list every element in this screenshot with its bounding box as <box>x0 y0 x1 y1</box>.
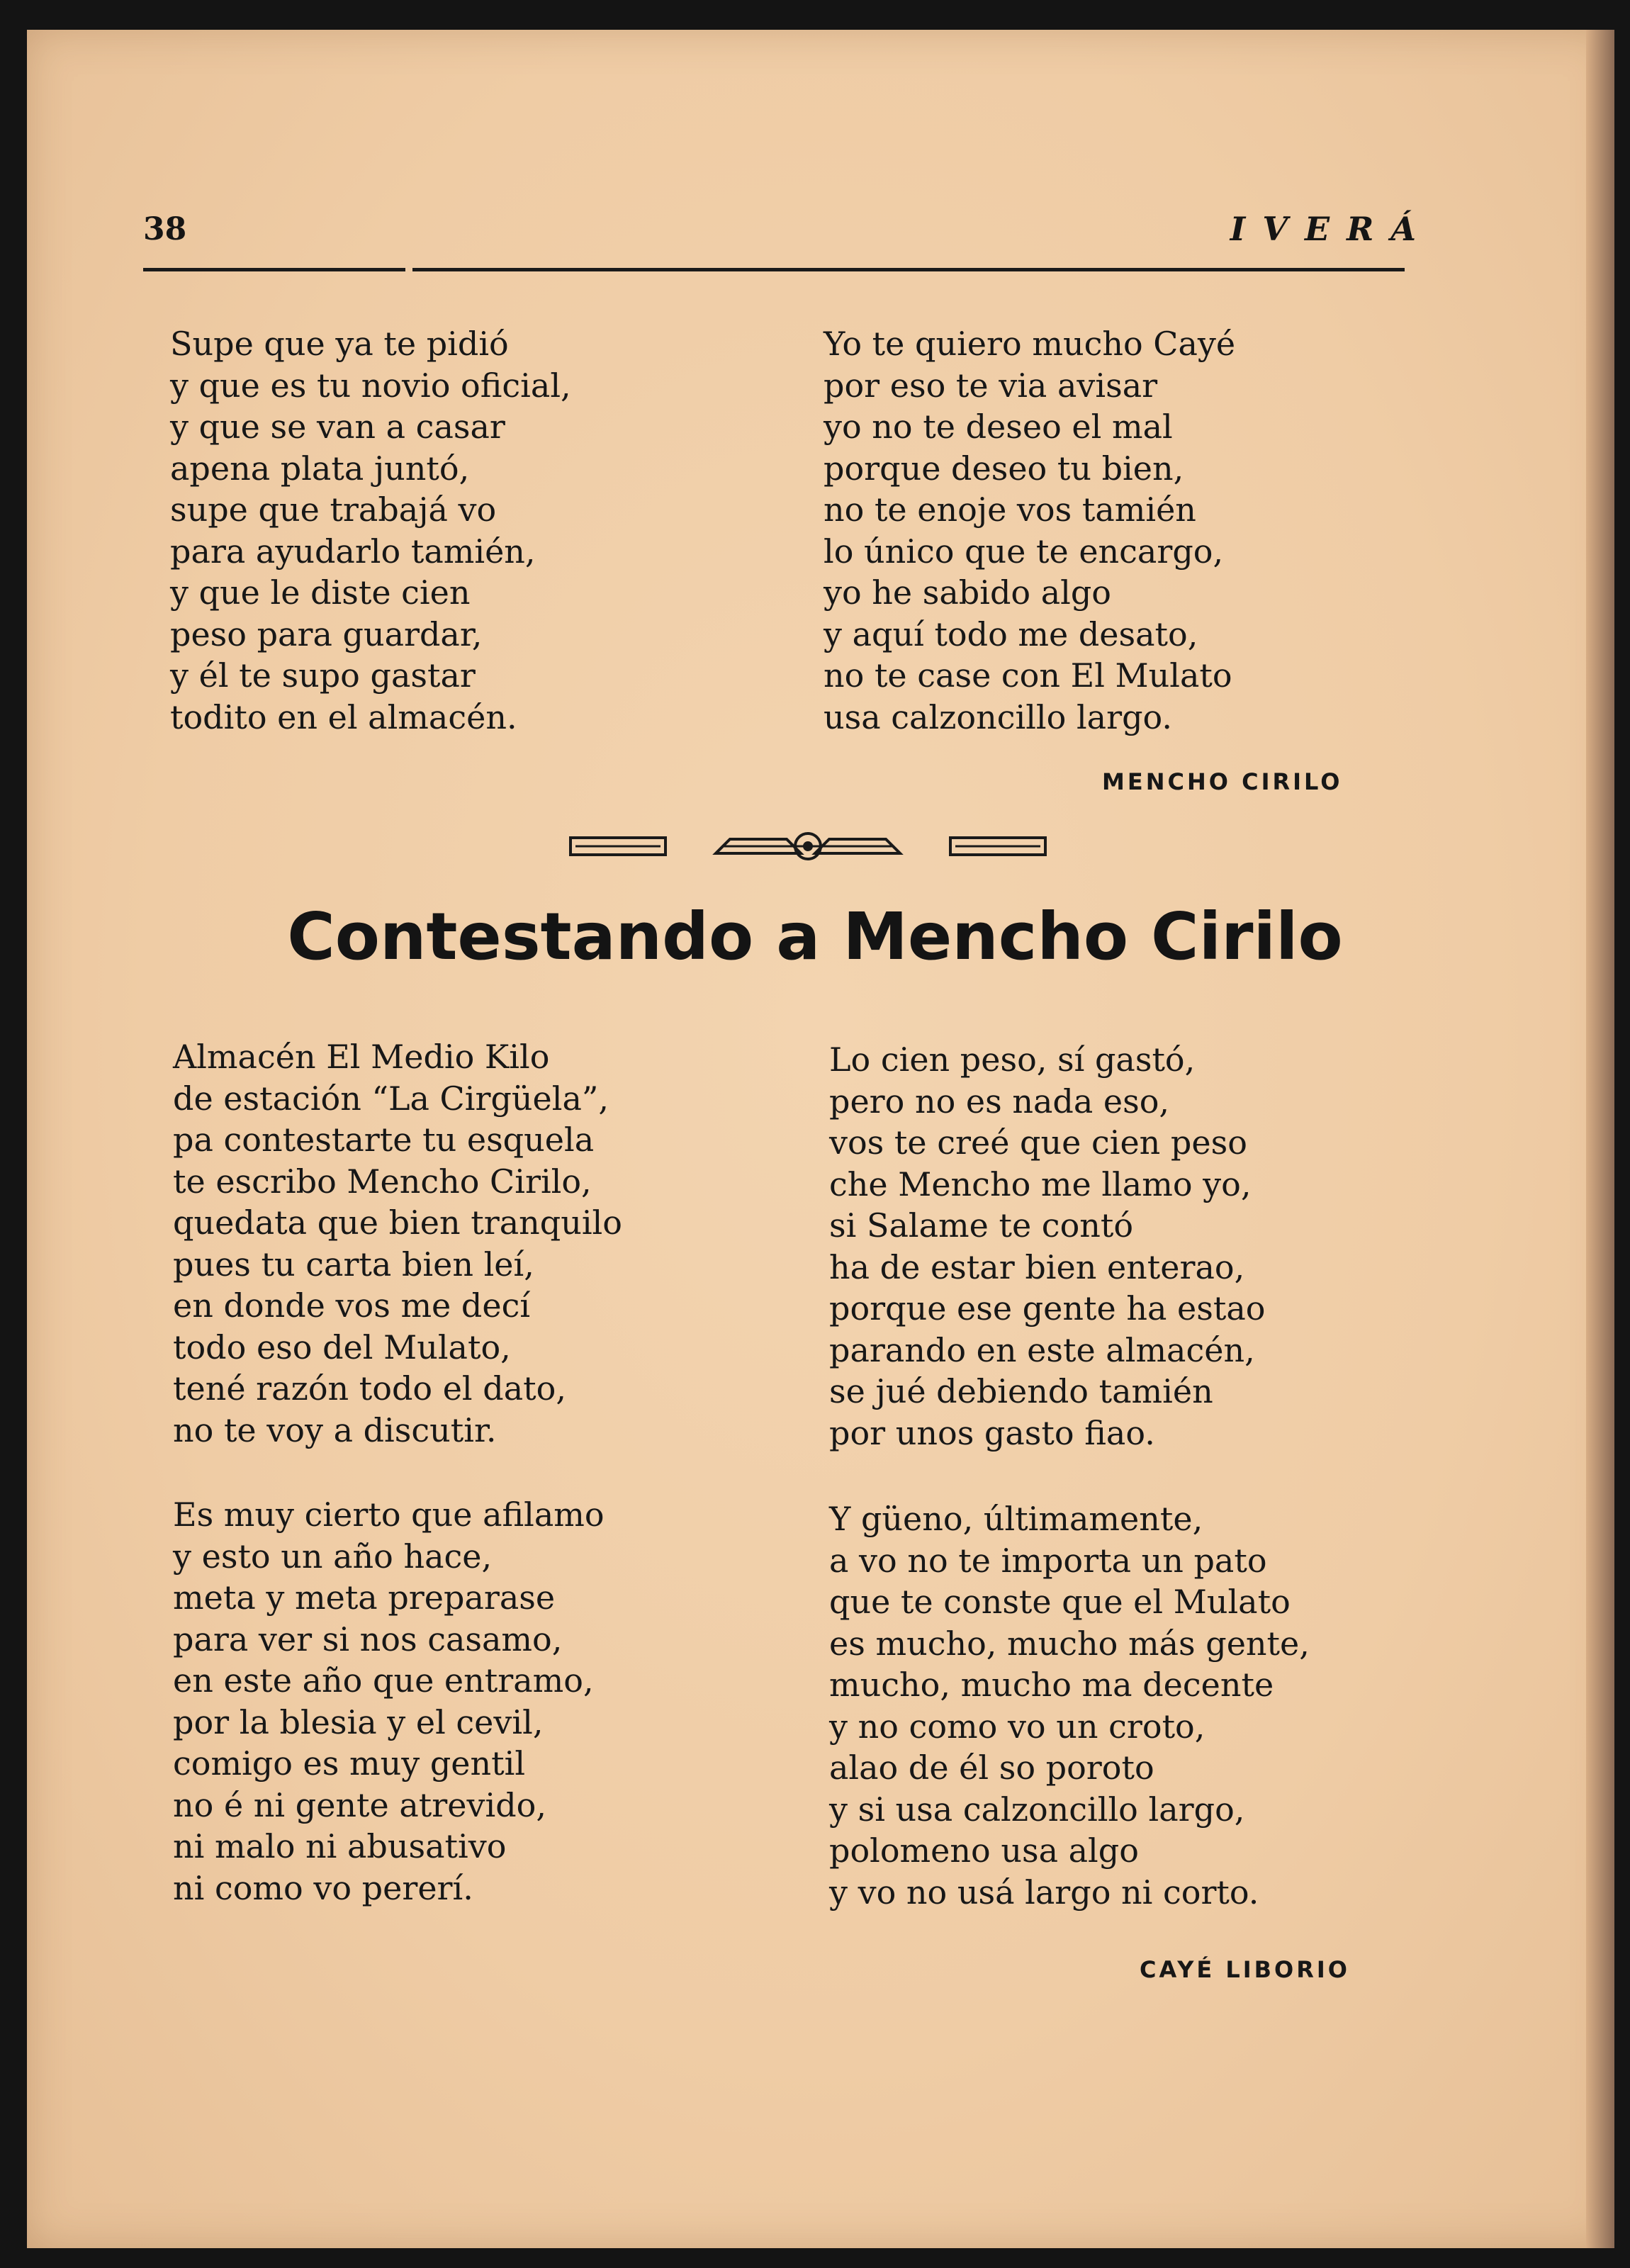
poem-line: y no como vo un croto, <box>829 1707 1205 1746</box>
poem-two-right-stanza-2 <box>829 1498 1310 1913</box>
poem-line: y que se van a casar <box>170 408 505 446</box>
poem-line: pues tu carta bien leí, <box>173 1245 534 1284</box>
poem-line: apena plata juntó, <box>170 449 470 488</box>
header-rule-long <box>412 268 1405 271</box>
poem-line: y esto un año hace, <box>173 1537 493 1576</box>
poem-line: no te enoje vos tamién <box>824 490 1196 529</box>
poem-line: de estación “La Cirgüela”, <box>173 1079 609 1118</box>
poem-line: alao de él so poroto <box>829 1748 1154 1787</box>
page-number: 38 <box>143 211 187 247</box>
poem-line: y que es tu novio oficial, <box>170 366 571 405</box>
poem-line: tené razón todo el dato, <box>173 1369 566 1408</box>
magazine-title: IVERÁ <box>1230 210 1433 248</box>
poem-line: porque deseo tu bien, <box>824 449 1184 488</box>
header-rule-short <box>143 268 405 271</box>
poem-line: vos te creé que cien peso <box>829 1123 1247 1162</box>
poem-line: se jué debiendo tamién <box>829 1372 1213 1410</box>
poem-line: te escribo Mencho Cirilo, <box>173 1162 592 1201</box>
poem-line: Y güeno, últimamente, <box>829 1500 1203 1538</box>
poem-line: ni malo ni abusativo <box>173 1827 507 1865</box>
poem-line: yo no te deseo el mal <box>824 408 1173 446</box>
poem-line: lo único que te encargo, <box>824 532 1224 571</box>
poem-line: en donde vos me decí <box>173 1286 531 1325</box>
poem-line: todo eso del Mulato, <box>173 1327 511 1366</box>
poem-line: Almacén El Medio Kilo <box>173 1038 550 1076</box>
poem-line: Supe que ya te pidió <box>170 325 509 363</box>
poem-line: pa contestarte tu esquela <box>173 1121 595 1159</box>
poem-line: para ver si nos casamo, <box>173 1619 563 1658</box>
poem-line: usa calzoncillo largo. <box>824 697 1173 736</box>
poem-line: peso para guardar, <box>170 614 483 653</box>
poem-two-left-stanza-1 <box>173 1036 622 1451</box>
poem-line: parando en este almacén, <box>829 1330 1255 1369</box>
poem-line: si Salame te contó <box>829 1206 1134 1245</box>
poem-line: y vo no usá largo ni corto. <box>829 1873 1259 1911</box>
poem-line: y si usa calzoncillo largo, <box>829 1790 1245 1829</box>
poem-line: no é ni gente atrevido, <box>173 1785 546 1824</box>
poem-line: y él te supo gastar <box>170 656 476 695</box>
poem-one-left-column <box>170 323 571 738</box>
section-title: Contestando a Mencho Cirilo <box>287 899 1343 975</box>
page-spine-edge <box>1586 30 1614 2248</box>
poem-line: Es muy cierto que afilamo <box>173 1495 605 1534</box>
signature-mencho-cirilo: MENCHO CIRILO <box>1102 768 1343 795</box>
poem-line: es mucho, mucho más gente, <box>829 1624 1310 1663</box>
poem-line: a vo no te importa un pato <box>829 1541 1267 1580</box>
poem-two-right-stanza-1 <box>829 1039 1265 1454</box>
poem-line: comigo es muy gentil <box>173 1744 526 1783</box>
poem-line: por la blesia y el cevil, <box>173 1702 544 1741</box>
poem-line: meta y meta preparase <box>173 1578 556 1617</box>
poem-line: ha de estar bien enterao, <box>829 1247 1245 1286</box>
poem-line: porque ese gente ha estao <box>829 1289 1266 1327</box>
signature-caye-liborio: CAYÉ LIBORIO <box>1140 1956 1350 1983</box>
poem-line: polomeno usa algo <box>829 1831 1139 1870</box>
poem-line: para ayudarlo tamién, <box>170 532 536 571</box>
decorative-divider-ornament <box>567 831 1049 863</box>
poem-line: Yo te quiero mucho Cayé <box>824 325 1236 363</box>
poem-line: por eso te via avisar <box>824 366 1158 405</box>
poem-line: todito en el almacén. <box>170 697 517 736</box>
poem-line: ni como vo pererí. <box>173 1868 473 1907</box>
poem-line: mucho, mucho ma decente <box>829 1666 1274 1704</box>
poem-line: pero no es nada eso, <box>829 1082 1170 1121</box>
poem-line: en este año que entramo, <box>173 1661 594 1700</box>
poem-one-right-column <box>824 323 1235 738</box>
poem-line: no te voy a discutir. <box>173 1410 497 1449</box>
poem-line: no te case con El Mulato <box>824 656 1232 695</box>
poem-line: che Mencho me llamo yo, <box>829 1164 1252 1203</box>
poem-line: yo he sabido algo <box>824 573 1112 612</box>
poem-line: quedata que bien tranquilo <box>173 1203 622 1242</box>
poem-line: supe que trabajá vo <box>170 490 497 529</box>
poem-two-left-stanza-2 <box>173 1494 605 1909</box>
poem-line: por unos gasto fiao. <box>829 1413 1155 1452</box>
poem-line: y aquí todo me desato, <box>824 614 1198 653</box>
page-header <box>143 183 1433 247</box>
poem-line: y que le diste cien <box>170 573 471 612</box>
poem-line: Lo cien peso, sí gastó, <box>829 1040 1196 1079</box>
poem-line: que te conste que el Mulato <box>829 1583 1291 1621</box>
